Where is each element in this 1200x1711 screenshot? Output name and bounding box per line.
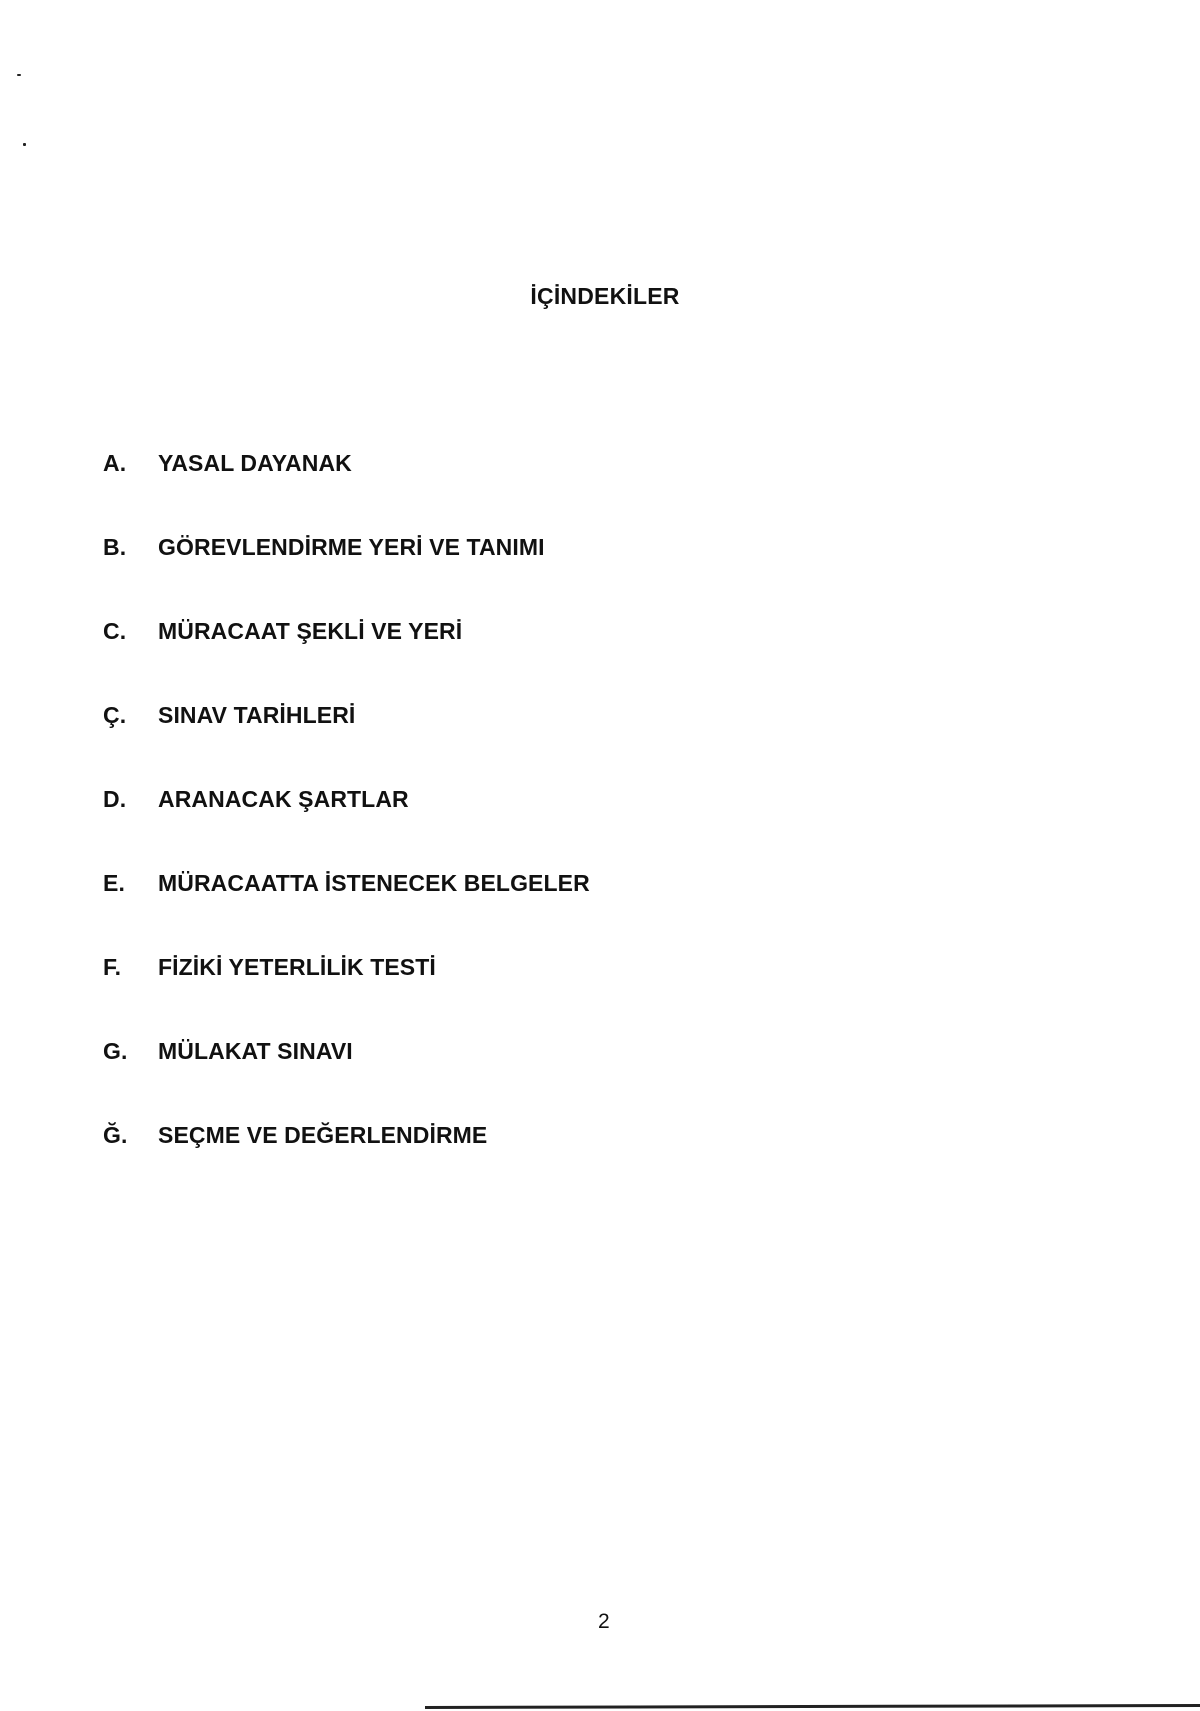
toc-item-label: MÜLAKAT SINAVI (158, 1038, 353, 1064)
toc-item-label: ARANACAK ŞARTLAR (158, 786, 409, 812)
toc-item-b (103, 534, 1103, 618)
toc-item-c-cedilla (103, 702, 1103, 786)
toc-item-label: FİZİKİ YETERLİLİK TESTİ (158, 954, 436, 980)
page-title: İÇİNDEKİLER (530, 283, 680, 309)
toc-item-label: SINAV TARİHLERİ (158, 702, 356, 728)
scan-speck (17, 74, 21, 76)
toc-item-letter: Ç. (103, 702, 127, 728)
toc-item-c (103, 618, 1103, 702)
toc-item-label: YASAL DAYANAK (158, 450, 352, 476)
scan-speck (23, 143, 26, 146)
toc-item-letter: C. (103, 618, 127, 644)
toc-item-letter: E. (103, 870, 125, 896)
toc-item-g (103, 1038, 1103, 1122)
toc-item-e (103, 870, 1103, 954)
toc-item-letter: D. (103, 786, 127, 812)
bottom-rule-divider (425, 1704, 1200, 1709)
toc-item-label: MÜRACAATTA İSTENECEK BELGELER (158, 870, 590, 896)
page-number: 2 (598, 1610, 610, 1633)
toc-item-letter: B. (103, 534, 127, 560)
toc-item-letter: F. (103, 954, 122, 980)
toc-item-label: GÖREVLENDİRME YERİ VE TANIMI (158, 534, 545, 560)
toc-item-letter: G. (103, 1038, 128, 1064)
toc-item-letter: Ğ. (103, 1122, 128, 1148)
toc-item-d (103, 786, 1103, 870)
toc-item-a (103, 450, 1103, 534)
toc-item-f (103, 954, 1103, 1038)
table-of-contents (103, 450, 1103, 1206)
toc-item-g-breve (103, 1122, 1103, 1206)
toc-item-label: MÜRACAAT ŞEKLİ VE YERİ (158, 618, 463, 644)
toc-item-label: SEÇME VE DEĞERLENDİRME (158, 1122, 488, 1148)
toc-item-letter: A. (103, 450, 127, 476)
